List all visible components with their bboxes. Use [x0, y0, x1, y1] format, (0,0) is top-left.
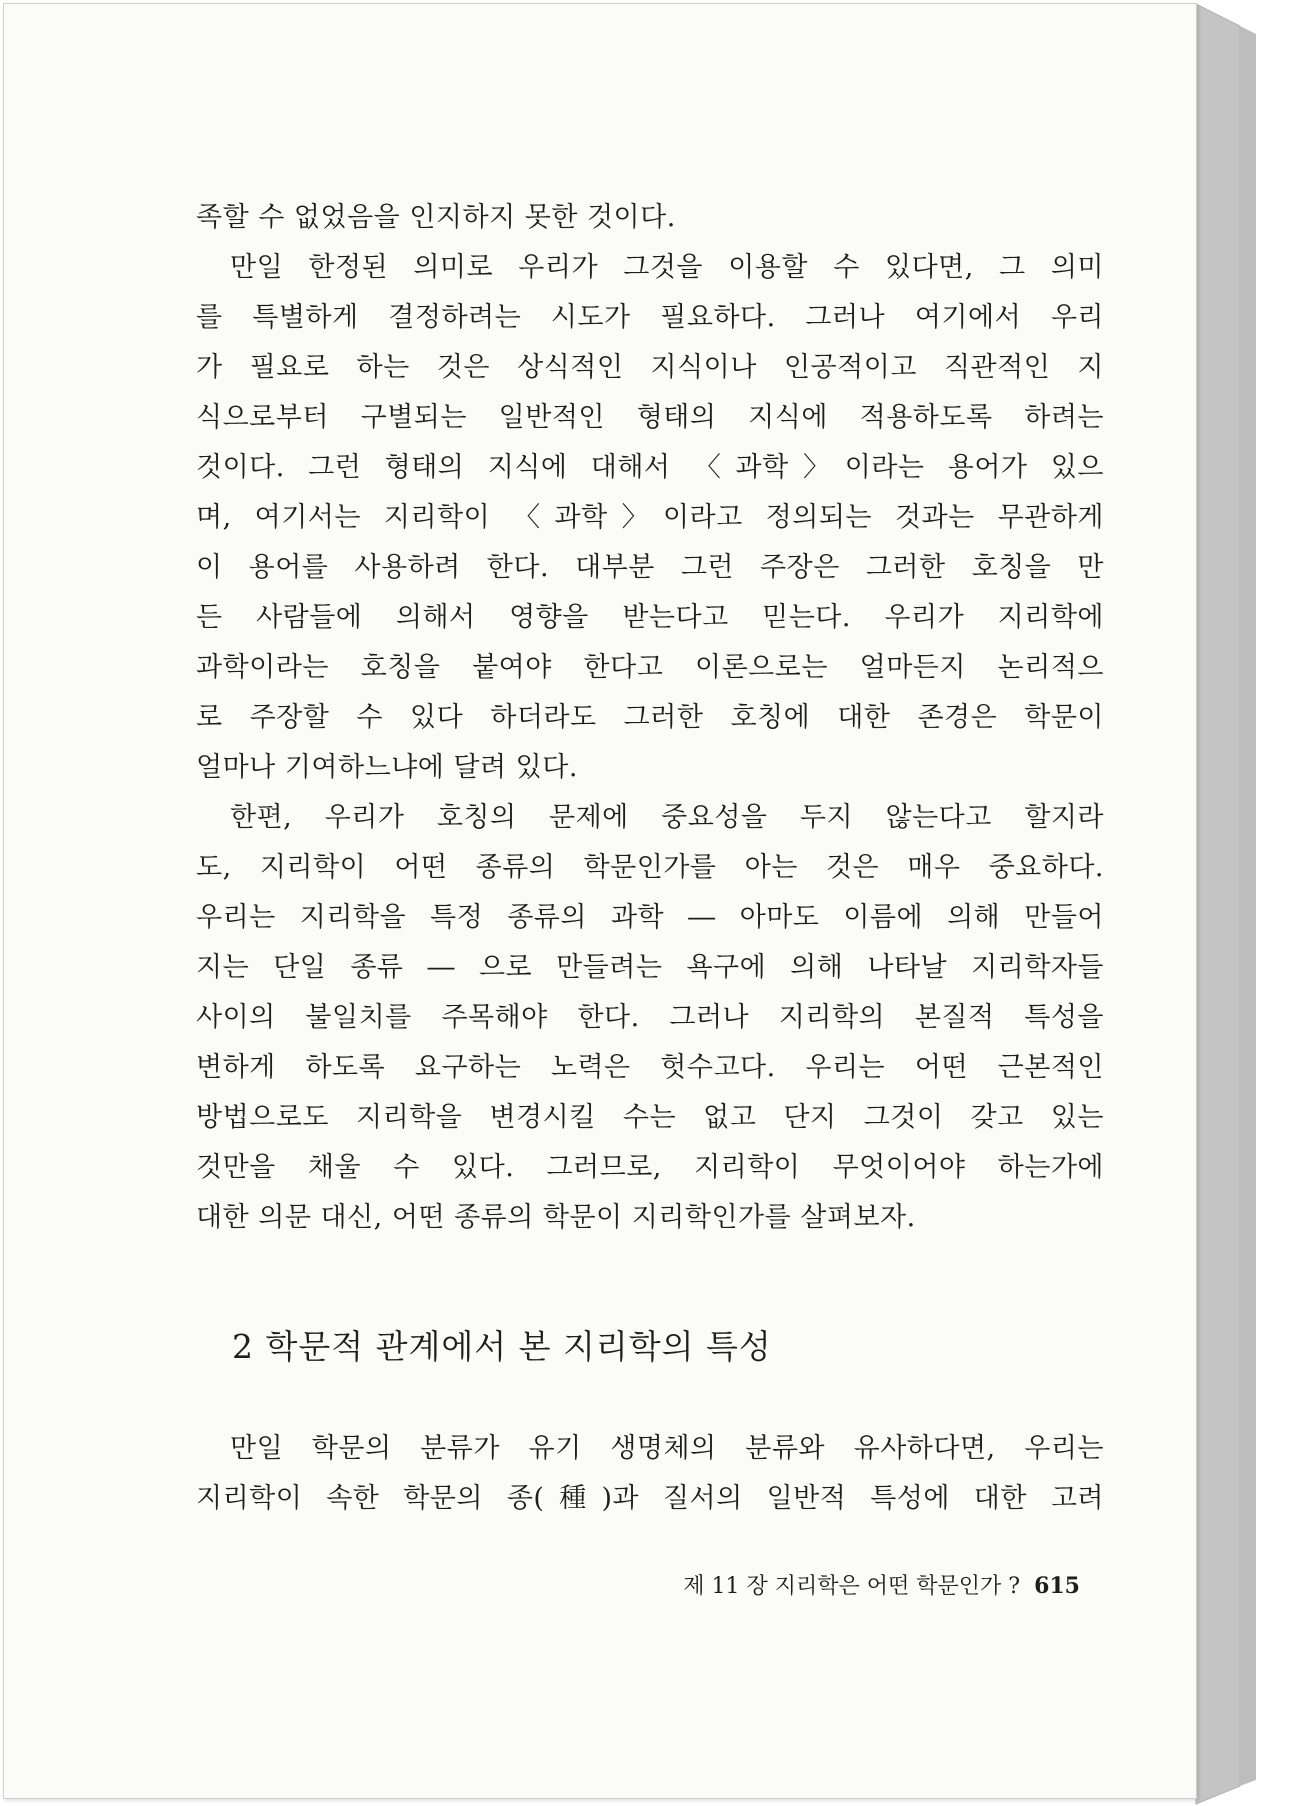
- running-head: 제 11 장 지리학은 어떤 학문인가 ?: [683, 1574, 1021, 1599]
- text-line: 얼마나 기여하느냐에 달려 있다.: [196, 752, 578, 783]
- body-text: [196, 193, 1104, 1243]
- text-line: 과학이라는 호칭을 붙여야 한다고 이론으로는 얼마든지 논리적으: [196, 652, 1104, 683]
- text-line: 로 주장할 수 있다 하더라도 그러한 호칭에 대한 존경은 학문이: [196, 702, 1104, 733]
- text-line: 우리는 지리학을 특정 종류의 과학 ― 아마도 이름에 의해 만들어: [196, 902, 1104, 933]
- page-number: 615: [1034, 1573, 1080, 1599]
- text-line: 지리학이 속한 학문의 종(種)과 질서의 일반적 특성에 대한 고려: [196, 1483, 1104, 1514]
- text-line: 것이다. 그런 형태의 지식에 대해서 〈과학〉이라는 용어가 있으: [196, 452, 1104, 483]
- text-line: 든 사람들에 의해서 영향을 받는다고 믿는다. 우리가 지리학에: [196, 602, 1104, 633]
- text-line: 만일 한정된 의미로 우리가 그것을 이용할 수 있다면, 그 의미: [230, 252, 1104, 283]
- text-line: 대한 의문 대신, 어떤 종류의 학문이 지리학인가를 살펴보자.: [196, 1202, 916, 1233]
- running-footer: [596, 1568, 1080, 1605]
- text-line: 변하게 하도록 요구하는 노력은 헛수고다. 우리는 어떤 근본적인: [196, 1052, 1104, 1083]
- text-line: 지는 단일 종류 ― 으로 만들려는 욕구에 의해 나타날 지리학자들: [196, 952, 1104, 983]
- paragraph-4: [196, 1424, 1104, 1524]
- paragraph-3: [196, 793, 1104, 1243]
- text-line: 도, 지리학이 어떤 종류의 학문인가를 아는 것은 매우 중요하다.: [196, 852, 1104, 883]
- text-line: 방법으로도 지리학을 변경시킬 수는 없고 단지 그것이 갖고 있는: [196, 1102, 1104, 1133]
- paragraph-1: [196, 193, 1104, 243]
- paragraph-2: [196, 243, 1104, 793]
- text-line: 를 특별하게 결정하려는 시도가 필요하다. 그러나 여기에서 우리: [196, 302, 1104, 333]
- text-line: 식으로부터 구별되는 일반적인 형태의 지식에 적용하도록 하려는: [196, 402, 1104, 433]
- section-heading: 2 학문적 관계에서 본 지리학의 특성: [232, 1327, 772, 1366]
- text-line: 가 필요로 하는 것은 상식적인 지식이나 인공적이고 직관적인 지: [196, 352, 1104, 383]
- text-line: 사이의 불일치를 주목해야 한다. 그러나 지리학의 본질적 특성을: [196, 1002, 1104, 1033]
- text-line: 족할 수 없었음을 인지하지 못한 것이다.: [196, 202, 676, 233]
- text-line: 이 용어를 사용하려 한다. 대부분 그런 주장은 그러한 호칭을 만: [196, 552, 1104, 583]
- text-line: 한편, 우리가 호칭의 문제에 중요성을 두지 않는다고 할지라: [230, 802, 1104, 833]
- text-line: 만일 학문의 분류가 유기 생명체의 분류와 유사하다면, 우리는: [230, 1433, 1104, 1464]
- text-line: 것만을 채울 수 있다. 그러므로, 지리학이 무엇이어야 하는가에: [196, 1152, 1104, 1183]
- text-line: 며, 여기서는 지리학이 〈과학〉이라고 정의되는 것과는 무관하게: [196, 502, 1104, 533]
